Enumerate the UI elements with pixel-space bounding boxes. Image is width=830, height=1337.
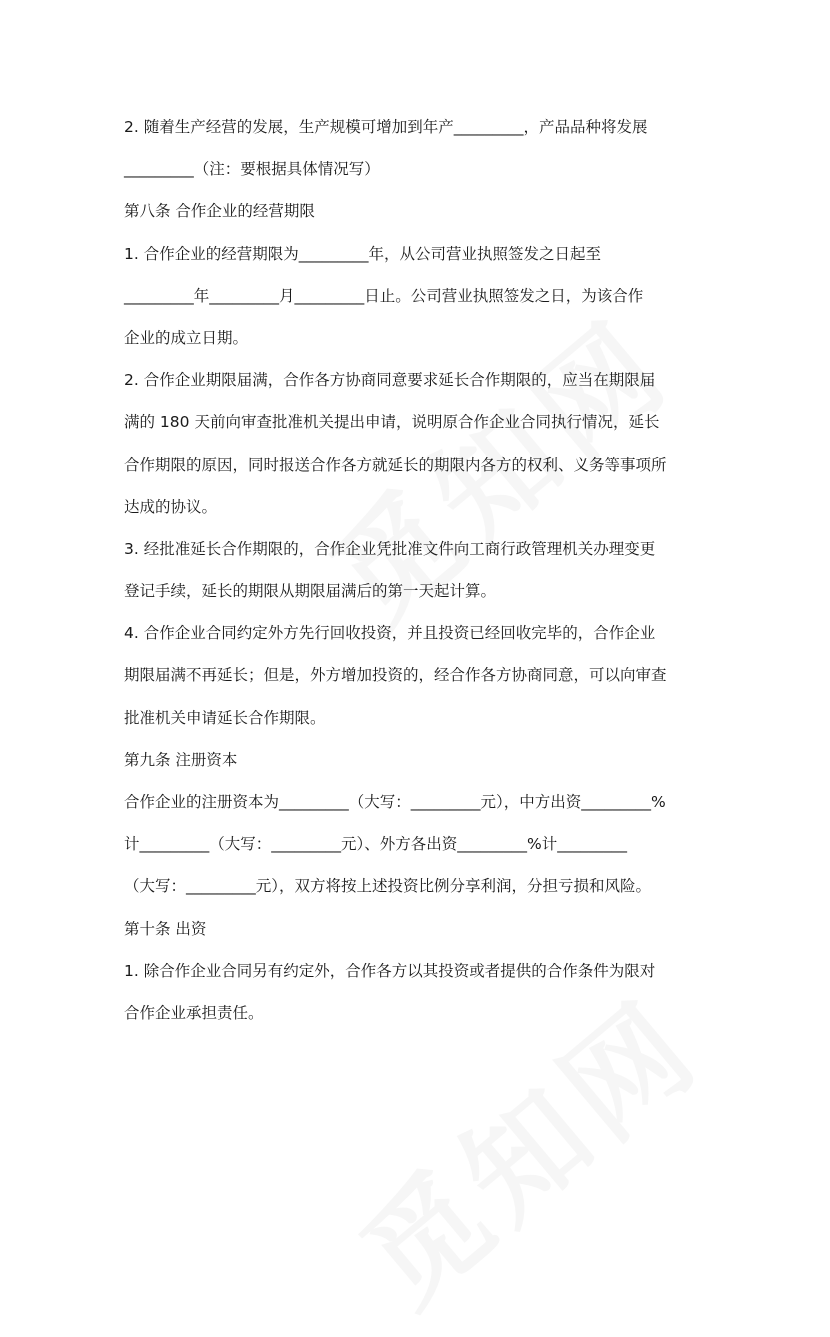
text-line: 4. 合作企业合同约定外方先行回收投资，并且投资已经回收完毕的，合作企业 <box>124 624 656 643</box>
text-line: 合作期限的原因，同时报送合作各方就延长的期限内各方的权利、义务等事项所 <box>124 455 667 474</box>
document-body <box>124 106 724 1034</box>
text-line: 1. 除合作企业合同另有约定外，合作各方以其投资或者提供的合作条件为限对 <box>124 961 656 980</box>
text-line: 满的 180 天前向审查批准机关提出申请，说明原合作企业合同执行情况，延长 <box>124 413 660 432</box>
text-line: 1. 合作企业的经营期限为_________年，从公司营业执照签发之日起至 <box>124 244 601 263</box>
text-line: 2. 合作企业期限届满，合作各方协商同意要求延长合作期限的，应当在期限届 <box>124 371 656 390</box>
text-line: 3. 经批准延长合作期限的，合作企业凭批准文件向工商行政管理机关办理变更 <box>124 539 656 558</box>
section-heading-article-8: 第八条 合作企业的经营期限 <box>124 202 315 221</box>
section-heading-article-9: 第九条 注册资本 <box>124 750 238 769</box>
text-line: 批准机关申请延长合作期限。 <box>124 708 326 727</box>
text-line: _________（注：要根据具体情况写） <box>124 160 380 179</box>
text-line: 合作企业的注册资本为_________（大写：_________元），中方出资_________% <box>124 793 666 811</box>
text-line: 2. 随着生产经营的发展，生产规模可增加到年产_________，产品品种将发展 <box>124 118 648 136</box>
text-line: （大写：_________元），双方将按上述投资比例分享利润，分担亏损和风险。 <box>124 877 652 896</box>
text-line: 达成的协议。 <box>124 497 218 516</box>
text-line: 登记手续，延长的期限从期限届满后的第一天起计算。 <box>124 582 497 601</box>
text-line: 合作企业承担责任。 <box>124 1003 264 1022</box>
text-line: _________年_________月_________日止。公司营业执照签发之日，为该合作 <box>124 286 644 305</box>
text-line: 计_________（大写：_________元）、外方各出资_________%计_________ <box>124 835 627 854</box>
text-line: 期限届满不再延长；但是，外方增加投资的，经合作各方协商同意，可以向审查 <box>124 666 667 685</box>
section-heading-article-10: 第十条 出资 <box>124 919 207 938</box>
text-line: 企业的成立日期。 <box>124 328 249 347</box>
